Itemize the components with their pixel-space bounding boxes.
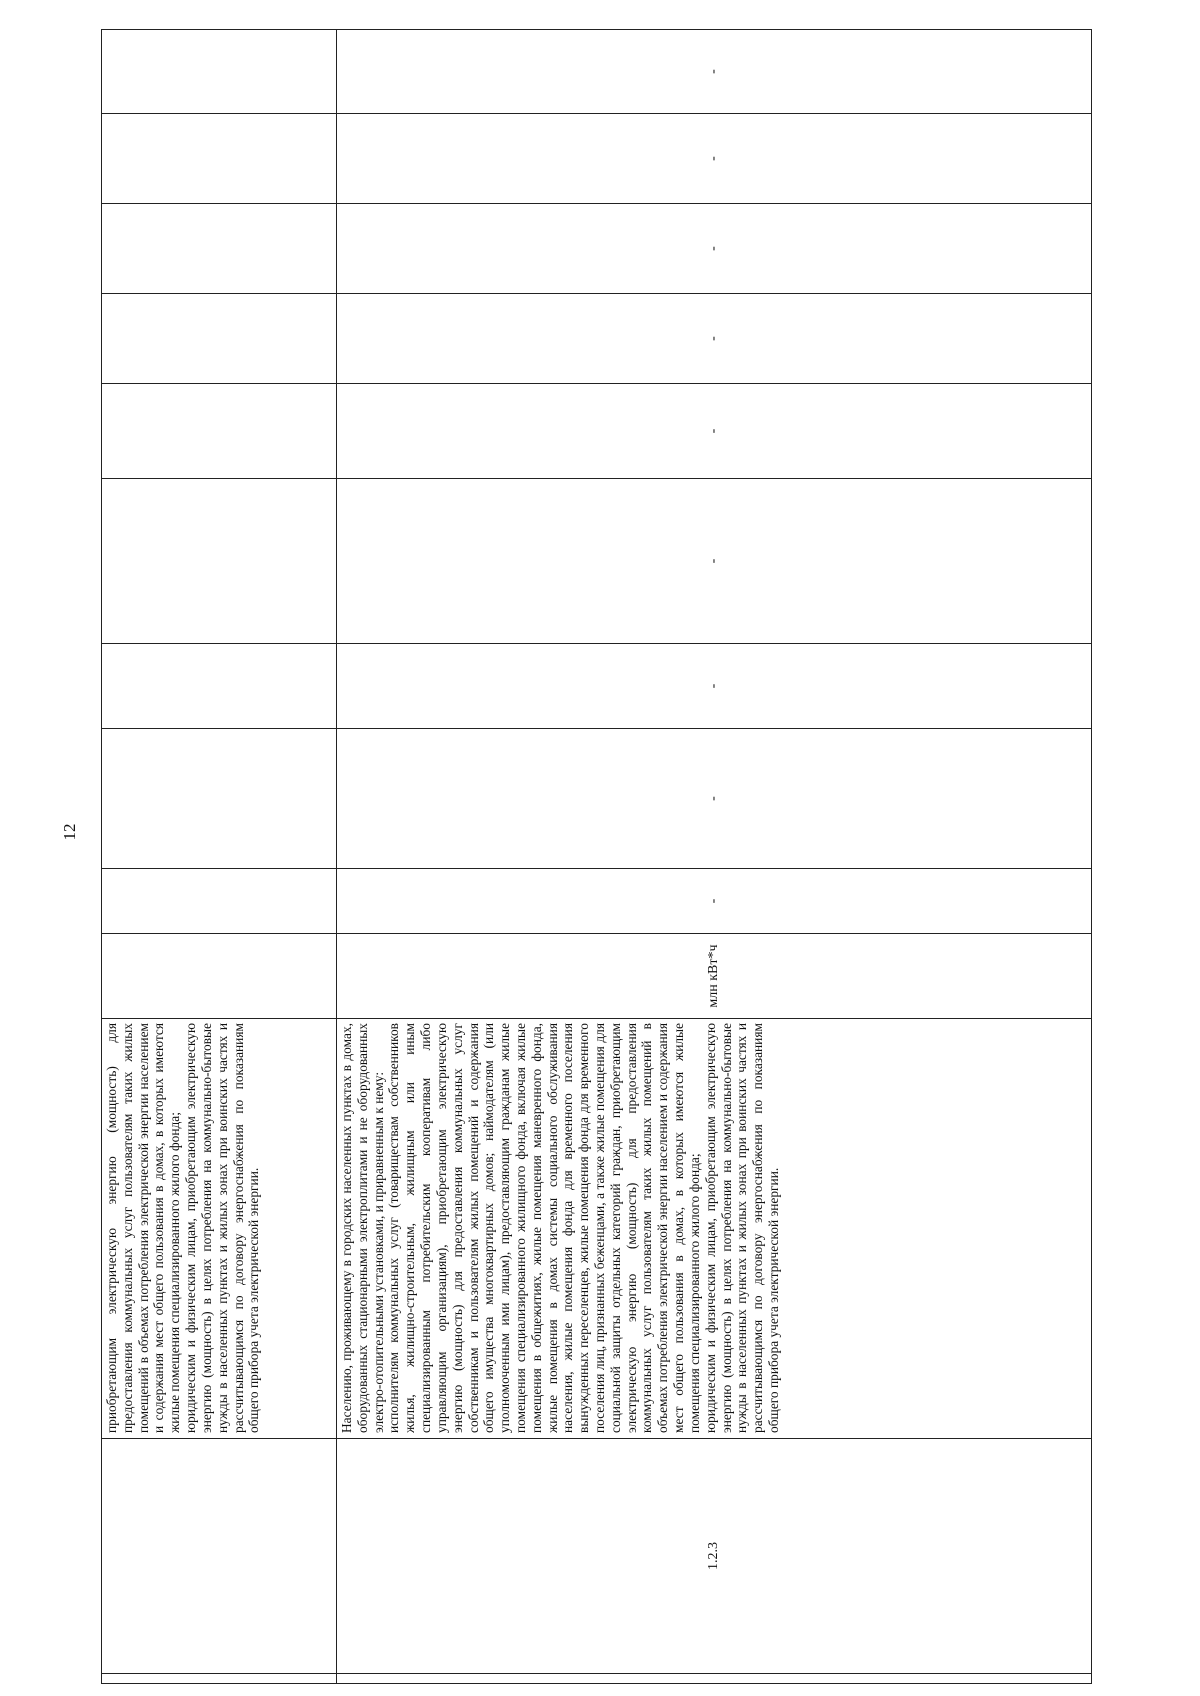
value-cell: - — [337, 479, 1092, 644]
row-description — [102, 1019, 337, 1439]
value-cell: - — [337, 644, 1092, 729]
description-paragraph: исполнителям коммунальных услуг (товариществам собственников жилья, жилищно-строительным, жилищным или иным специализированным потребительским кооперативам либо управляющим организациям), приобретающим электрическую энергию (мощность) для предоставления коммунальных услуг собственникам и пользователям жилых помещений и содержания общего имущества многоквартирных домов; наймодателям (или уполномоченным ими лицам), предоставляющим гражданам жилые помещения специализированного жилищного фонда, включая жилые помещения в общежитиях, жилые помещения маневренного фонда, жилые помещения в домах системы социального обслуживания населения, жилые помещения фонда для временного поселения вынужденных переселенцев, жилые помещения фонда для временного поселения лиц, признанных беженцами, а также жилые помещения для социальной защиты отдельных категорий граждан, приобретающим электрическую энергию (мощность) для предоставления коммунальных услуг пользователям таких жилых помещений в объемах потребления электрической энергии населением и содержания мест общего пользования в домах, в которых имеются жилые помещения специализированного жилого фонда; — [386, 1023, 702, 1433]
value-cell: - — [337, 30, 1092, 114]
value-cell: - — [337, 204, 1092, 294]
value-cell: - — [337, 294, 1092, 384]
value-cell — [102, 869, 337, 934]
value-cell — [102, 479, 337, 644]
value-cell — [102, 204, 337, 294]
description-paragraph: Населению, проживающему в городских населенных пунктах в домах, оборудованных стационарными электроплитами и не оборудованных электро-отопительными установками, и приравненным к нему: — [339, 1023, 386, 1433]
value-cell: - — [337, 869, 1092, 934]
margin-cell — [102, 1674, 337, 1684]
row-number: 1.2.3 — [337, 1439, 1092, 1674]
description-paragraph: юридическим и физическим лицам, приобретающим электрическую энергию (мощность) в целях потребления на коммунально-бытовые нужды в населенных пунктах и жилых зонах при воинских частях и рассчитывающимся по договору энергоснабжения по показаниям общего прибора учета электрической энергии. — [183, 1023, 262, 1433]
margin-cell — [337, 1674, 1092, 1684]
unit-cell — [102, 934, 337, 1019]
row-number — [102, 1439, 337, 1674]
page-number: 12 — [60, 823, 79, 841]
value-cell — [102, 729, 337, 869]
value-cell — [102, 30, 337, 114]
value-cell — [102, 114, 337, 204]
tariff-table-sheet — [101, 30, 1091, 1684]
description-paragraph: приобретающим электрическую энергию (мощность) для предоставления коммунальных услуг пользователям таких жилых помещений в объемах потребления электрической энергии населением и содержания мест общего пользования в домах, в которых имеются жилые помещения специализированного жилого фонда; — [104, 1023, 183, 1433]
value-cell: - — [337, 114, 1092, 204]
table-row — [102, 30, 337, 1684]
unit-cell: млн кВт*ч — [337, 934, 1092, 1019]
value-cell — [102, 294, 337, 384]
tariff-table — [101, 29, 1092, 1684]
value-cell — [102, 644, 337, 729]
value-cell: - — [337, 384, 1092, 479]
value-cell: - — [337, 729, 1092, 869]
description-paragraph: юридическим и физическим лицам, приобретающим электрическую энергию (мощность) в целях потребления на коммунально-бытовые нужды в населенных пунктах и жилых зонах при воинских частях и рассчитывающимся по договору энергоснабжения по показаниям общего прибора учета электрической энергии. — [702, 1023, 781, 1433]
row-description — [337, 1019, 1092, 1439]
table-row — [337, 30, 1092, 1684]
value-cell — [102, 384, 337, 479]
